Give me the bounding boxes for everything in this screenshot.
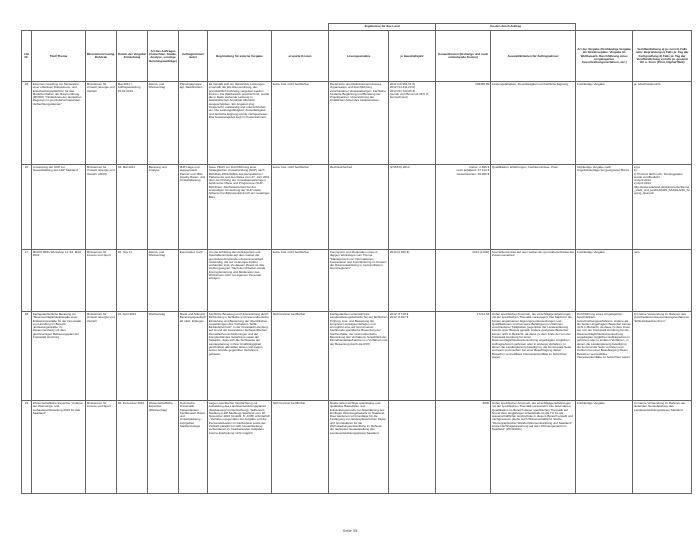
table-row xyxy=(22,312,692,401)
cell-art-auftrag: Dienst- und Werkvertrag xyxy=(148,250,179,312)
cell-loesungsansatz: Moderation des Diskussionsprozesses, Organisation und Durchführung verschiedener Veranstaltungen. Fachliche fundierte Begleitung und Beratung der Projektpartner. Unterstützung der inhaltlichen Arbeit des Initiativkreises. xyxy=(329,82,389,165)
cell-auftragnehmer: IfHP Hage und Hoppenstedt Partner und JRG-Jacoby Raum- und Umweltplanung xyxy=(179,165,208,250)
cell-titel: Umsetzung der SUP zur Neuaufstellung des LEP Saarland xyxy=(32,165,86,250)
cell-ersparte-kosten: keine bzw. nicht bezifferbar xyxy=(272,250,329,312)
cell-lfd-nr: 18 xyxy=(22,312,32,401)
col-header-auswahlkriterien: Auswahlkriterien für Auftragnehmer xyxy=(491,31,576,82)
cell-art-auftrag: Dienst- und Werkvertrag xyxy=(148,82,179,165)
col-header-art-vergabe: Art der Vergabe (Freihändige Vergabe als Direktvergabe, Vergabe im Wettbewerb, Durchführung eines vorgelagerten Ausschreibungsverfahren, etc.) xyxy=(576,31,633,82)
cell-datum: 30. Nov 11 xyxy=(117,250,148,312)
page-number: Seite 95 xyxy=(342,528,358,533)
cell-gesamtkosten: 5000 xyxy=(436,401,491,494)
table-row xyxy=(22,82,692,165)
cell-ersparte-kosten: Nicht konkret bezifferbar xyxy=(272,401,329,494)
cell-begruendung: Es handelt sich um Ifebetrübts Leistungen innerhalb der EU-Raumordnung, die grundsätzlich frühzeitig vergeben werden können. Da Wettbewerb erwünscht ist, wurde die in Rede stehende Leistung in saarländischen Amtsblatt öffentlich ausgeschrieben. Ein Angebot ging fristgerecht, vollständig und unterschrieben ein. Die Leistungsfähigkeit, Zuverlässigkeit und fachliche Eignung wurde nachgewiesen. Das Kostenangebot liegt im Kostenrahmen. xyxy=(208,82,272,165)
cell-ministerium: Ministerium für Umwelt, Energie und Verkehr xyxy=(86,312,117,401)
cell-haushaltsjahr: 2012: 8.718 € 2013: 8.497 € xyxy=(389,312,436,401)
cell-titel: Fachgutachterliche Beratung zur "Raumverträglichkeitsstudie einer Entlastungsstraße für die Innenstadt von Homburg im Bereich ,Entlastungsstraße' im Zusammenhang mit dem gleichnamigen Bebauungsplan der Kreisstadt Homburg xyxy=(32,312,86,401)
cell-auswahlkriterien: Hoher spezifischer Anspruch, der einschlägige Erfahrungen mit der spezifischen Thematik voraussetzt. Der Markt für die besten angebotenen Eignungsvoraussetzungen und Qualifikationen und hat seine Befähigung im Rahmen verschiedener Tätigkeiten gegenüber der Landesplanung bereits unter Beweis gestellt. Andere geeignete Bewerber kamen nicht in Betracht, da diese zu dem Kreis der von der Kreisstadt Homburg für deren Raumverträglichkeitsuntersuchung angefragten möglichen Auftragnehmern gehörten oder in anderen Verfahren, in denen die Landesplanung beteiligt ist, die kommunale Seite vertreten und insofern bei einer Beauftragung dieser Bewerber vermeidbare Interessenkonflikte zu befürchten waren. xyxy=(491,312,576,401)
cell-ministerium: Ministerium für Inneres und Sport xyxy=(86,250,117,312)
cell-titel: Wissenschaftliche Expertise "Analyse der Wohnungs- und Gebäudeschlüsselung 2010 für das Saarland" xyxy=(32,401,86,494)
cell-gesamtkosten: 2013 (2.600) xyxy=(436,250,491,312)
cell-art-vergabe: Durchführung eines vorgelagerten beschränkten Ausschreibungsverfahrens. Andere als die besten angefragten Bewerber kamen nicht in Betracht, da diese zu dem Kreis der von der Kreisstadt Homburg für die Raumverträglichkeitsuntersuchung angefragten möglichen Auftragnehmern gehörten oder in anderen Verfahren, in denen die Landesplanung beteiligt ist, die kommunale Seite vertreten und insofern bei einer Beauftragung dieser Bewerber vermeidbare Interessenkonflikte zu befürchten waren. xyxy=(576,312,633,401)
cell-veroeffentlichung: ja, Abschlussbericht xyxy=(633,82,692,165)
cell-begruendung: Um die Erfüllung des Auftragsziels und Spezialkenntnisse auf dem Gebiet der grenzüberschreitenden Zusammenarbeit notwendig, die nur im Europa-Institut vorhanden sind. Zu diesem Zweck ist das Institut geeignet. Nach den Arbeiten wurde Konzeptionierung und Moderation des Workshops nicht mit eigenem Personal erfolgen. xyxy=(208,250,272,312)
cell-titel: MORO BMG Workshop 11./12. März 2012 xyxy=(32,250,86,312)
cell-lfd-nr: 15 xyxy=(22,82,32,165)
group-header-row xyxy=(22,24,692,31)
cell-loesungsansatz: Studie liefert wichtige quantitative und qualitative Basisdaten und Entwicklungstrends zur Abschätzung des künftigen Wohnungsbedarfs im Saarland. Dies wiederum ist Grundlage für die Festlegung von landesplanerischen Zielen und Grundsätzen für die Wohnsiedlungsentwicklung im Rahmen der laufenden Neuaufstellung des Landesentwicklungsplanes Saarland xyxy=(329,401,389,494)
cell-auftragnehmer: Euroinstitut, Kehl xyxy=(179,250,208,312)
cell-ersparte-kosten: Nicht konkret bezifferbar xyxy=(272,312,329,401)
cell-art-vergabe: Freihändige Vergabe xyxy=(576,401,633,494)
cell-datum: 06. Dezember 2012 xyxy=(117,401,148,494)
cell-auftragnehmer: Markt und Standort Beratungsgesellschaft mbH, Erlangen xyxy=(179,312,208,401)
cell-veroeffentlichung: nein xyxy=(633,250,692,312)
cell-art-auftrag: Werkvertrag xyxy=(148,312,179,401)
col-header-titel: Titel/ Thema xyxy=(32,31,86,82)
cell-begruendung: wegen spezifischer Verpflichtung zur Aufstellung des Landesentwicklungsplanes (Neufassung/ Fortschreibung), Teilbereich Siedlung (LEP Siedlung) Saarland vom 18. November 2010 (Amtsbl. S. 2035) erforderlich - Verfahren gegenüber der Aufgabe und die Personalsituation im Fachreferat sowie der Vielzahl parallel zur LEP-Neuaufstellung verbundenen zu bearbeitenden Aufgaben interne Erarbeitung nicht möglich. xyxy=(208,401,272,494)
col-header-veroeffentlichung: Veröffentlichung a) ja: nein b) Falls nein: Begründung c) Falls ja: Tag der Fertigstellung d) Falls ja: Tag der Veröffentlichung e) Falls ja: gesamt/ Ort u. Form (Print, Digital/ Web) xyxy=(633,31,692,82)
cell-ministerium: Ministerium für Inneres und Sport xyxy=(86,401,117,494)
col-header-ersparte-kosten: ersparte Kosten xyxy=(272,31,329,82)
cell-begruendung: Neue Pflicht zur Durchführung einer Strategischen Umweltprüfung (SUP) nach Richtlinie 2001/42/EG des Europäischen Parlaments und des Rates vom 27. Juni 2001 über die Prüfung der Umweltauswirkungen bestimmter Pläne und Programme (SUP-Richtlinie). Rechtssicherheit bei der erstmaligen Umsetzung der SUP sowie höheres Konfliktpotential durch ein neuartiges Büro. xyxy=(208,165,272,250)
cell-auswahlkriterien: Hoher spezifischer Anspruch, der einschlägige Erfahrungen mit der spezifischen Thematik voraussetzt. Die besonderen Qualifikation im Bereich dieser spezifischen Thematik auf Grund ihrer langjährigen Arbeitsfelds ist die TU KL als wissenschaftlicher Hochschule in diesem Bereich erstellt und nachgewiesen (siehe auch Wissenschaftliche Studie "Demographischer Wandel Raumentwicklung und Saarland" sowie Nachfragebewertung auf dem Wohnungsmarkt im Saarland" (2010/2011) xyxy=(491,401,576,494)
cell-datum: Mai 2011 = Auftragserteilung 26.02.2013 xyxy=(117,82,148,165)
cell-auswahlkriterien: Spezialkenntnisse auf dem Gebiet der grenzüberschreitenden Zusammenarbeit xyxy=(491,250,576,312)
col-header-art-auftrag: Art des Auftrages (Gutachten, Studie, Analyse, sonstige Beratungsaufträge) xyxy=(148,31,179,82)
cell-ersparte-kosten: keine bzw. nicht bezifferbar xyxy=(272,165,329,250)
cell-auftragnehmer: Technische Universität Kaiserslautern - Fachbereich Raum- und Umweltplanung - Lehrgebiet Stadtsoziologie xyxy=(179,401,208,494)
col-header-auftragnehmer: Auftragnehmer/ Autor xyxy=(179,31,208,82)
cell-gesamtkosten: bisher: 2.896 € noch anfallend: 47.124 € Gesamtkosten: 49.960 € xyxy=(436,165,491,250)
cell-auftragnehmer: Planungsgruppe agl, Saarbrücken xyxy=(179,82,208,165)
cell-gesamtkosten: 17214,54 xyxy=(436,312,491,401)
cell-veroeffentlichung: a) ja b) - c) Prozess läuft noch, Scopingpapier wurde veröffentlicht d) April 2014 e) April 2014 http://www.saarland.de/dokumente/thema_stadt_und_land/140429_SAARLAND_Scoping_final.pdf xyxy=(633,165,692,250)
cell-haushaltsjahr xyxy=(389,401,436,494)
group-header-results: Ergebnisse für das Land xyxy=(329,24,436,31)
col-header-ministerium: Ministerium/ nachg. Behörde xyxy=(86,31,117,82)
group-header-costs: Kosten durch Auftrag xyxy=(436,24,576,31)
cell-art-auftrag: Beratung und Analyse xyxy=(148,165,179,250)
cell-auswahlkriterien: Leistungsfähigkeit, Zuverlässigkeit und fachliche Eignung xyxy=(491,82,576,165)
cell-datum: 02. Mai 2011 xyxy=(117,165,148,250)
cell-loesungsansatz: Konzeption und Moderation eines 2-tägigen Workshops zum Thema "Management von Informationen, Kooperation und Koordinierung im Kontext der Raumentwicklung in metropolitanen Grenzregionen" xyxy=(329,250,389,312)
cell-titel: Externes Coaching zur Moderation einer effektiven Diskussions- und Entscheidungsplattform für das Modellvorhaben der Raumordnung (MORO) "Initiativkreis der deutschen Regionen in grenzüberschreitenden Verflechtungsräumen" xyxy=(32,82,86,165)
cell-lfd-nr: 16 xyxy=(22,165,32,250)
cell-auswahlkriterien: Qualifikation, Erfahrungen, Fachkenntnisse, Preis xyxy=(491,165,576,250)
cell-art-auftrag: Wissenschaftliche Expertise (Werkvertrag) xyxy=(148,401,179,494)
cell-gesamtkosten: 105495,89 xyxy=(436,82,491,165)
cell-art-vergabe: Freihändige Vergabe xyxy=(576,82,633,165)
cell-veroeffentlichung: b) interne Verwendung im Rahmen der laufenden Neuaufstellung des Landesentwicklungsplanes Saarland xyxy=(633,401,692,494)
table-row xyxy=(22,401,692,494)
col-header-haushaltsjahr: je Haushaltsjahr xyxy=(389,31,436,82)
col-header-loesungsansatz: Lösungsansätze xyxy=(329,31,389,82)
column-header-row xyxy=(22,31,692,82)
cell-haushaltsjahr: 2011 (19.361,61 €) 2012 (34.411,23 €) 2013 (51.723,05 €) (wurde vom Bund mit 48,5 % bezuschusst) xyxy=(389,82,436,165)
cell-datum: 04. April 2012 xyxy=(117,312,148,401)
cell-art-vergabe: freihändige Vergabe nach Angebotsanfrage bei geeigneten Büros xyxy=(576,165,633,250)
cell-art-vergabe: Freihändige Vergabe xyxy=(576,250,633,312)
cell-loesungsansatz: Fachgutachten unterstützt die Landesplanungsbehörde bei der fachlichen Prüfung, Aus- und Bewertung der komplexen Antragsunterlagen und ermöglicht eine auf Grund seiner Fachkunde spezifische Bewertung der Sachverhalte, der raumordnerische Beurteilung des Vorhabens hinsichtlich der Einzelhandelsaufnahmen im Verfahren und der Bewertung durch die ROV. xyxy=(329,312,389,401)
col-header-begruendung: Begründung für externe Vergabe xyxy=(208,31,272,82)
cell-ministerium: Ministerium für Umwelt, Energie und Verkehr (2010) xyxy=(86,165,117,250)
cell-haushaltsjahr: 2013 (2.600 €) xyxy=(389,250,436,312)
cell-veroeffentlichung: b) interne Verwendung im Rahmen des verschiedenen Raumordnungsverfahrens "ECE-Einkaufszentrum" xyxy=(633,312,692,401)
table-row xyxy=(22,165,692,250)
cell-loesungsansatz: Rechtssicherheit xyxy=(329,165,389,250)
col-header-datum: Datum der Vergabe/ Entstehung xyxy=(117,31,148,82)
cell-lfd-nr: 19 xyxy=(22,401,32,494)
contract-table xyxy=(21,23,692,494)
cell-haushaltsjahr: (2.668 €) 2013 xyxy=(389,165,436,250)
cell-ministerium: Ministerium für Umwelt, Energie und Verkehr xyxy=(86,82,117,165)
cell-ersparte-kosten: keine bzw. nicht bezifferbar xyxy=(272,82,329,165)
cell-begruendung: Fachliche Beratung und Unterstützung durch Einbindung in fachliche und raumordnerische Einstufung und Bewertung der überörtlichen Auswirkungen des Vorhabens "ECE-Einkaufszentrum" in der Kreisstadt Homburg auf Grund der besonderen fachspezifischen thematischen Anforderungen und der Komplexität des Verfahrens sowie der Tatsache, dass sich die Sichtweise der Landesplanung in ihrer Unabhängigkeit gerichtsfest darstellen lassen soll wegen seiner Gründe gegenüber Verfahrens gebieten. xyxy=(208,312,272,401)
col-header-lfd-nr: Lfd. Nr. xyxy=(22,31,32,82)
cell-lfd-nr: 17 xyxy=(22,250,32,312)
col-header-gesamtkosten: Gesamtkosten (bisherige und noch entstehende Kosten) xyxy=(436,31,491,82)
table-row xyxy=(22,250,692,312)
